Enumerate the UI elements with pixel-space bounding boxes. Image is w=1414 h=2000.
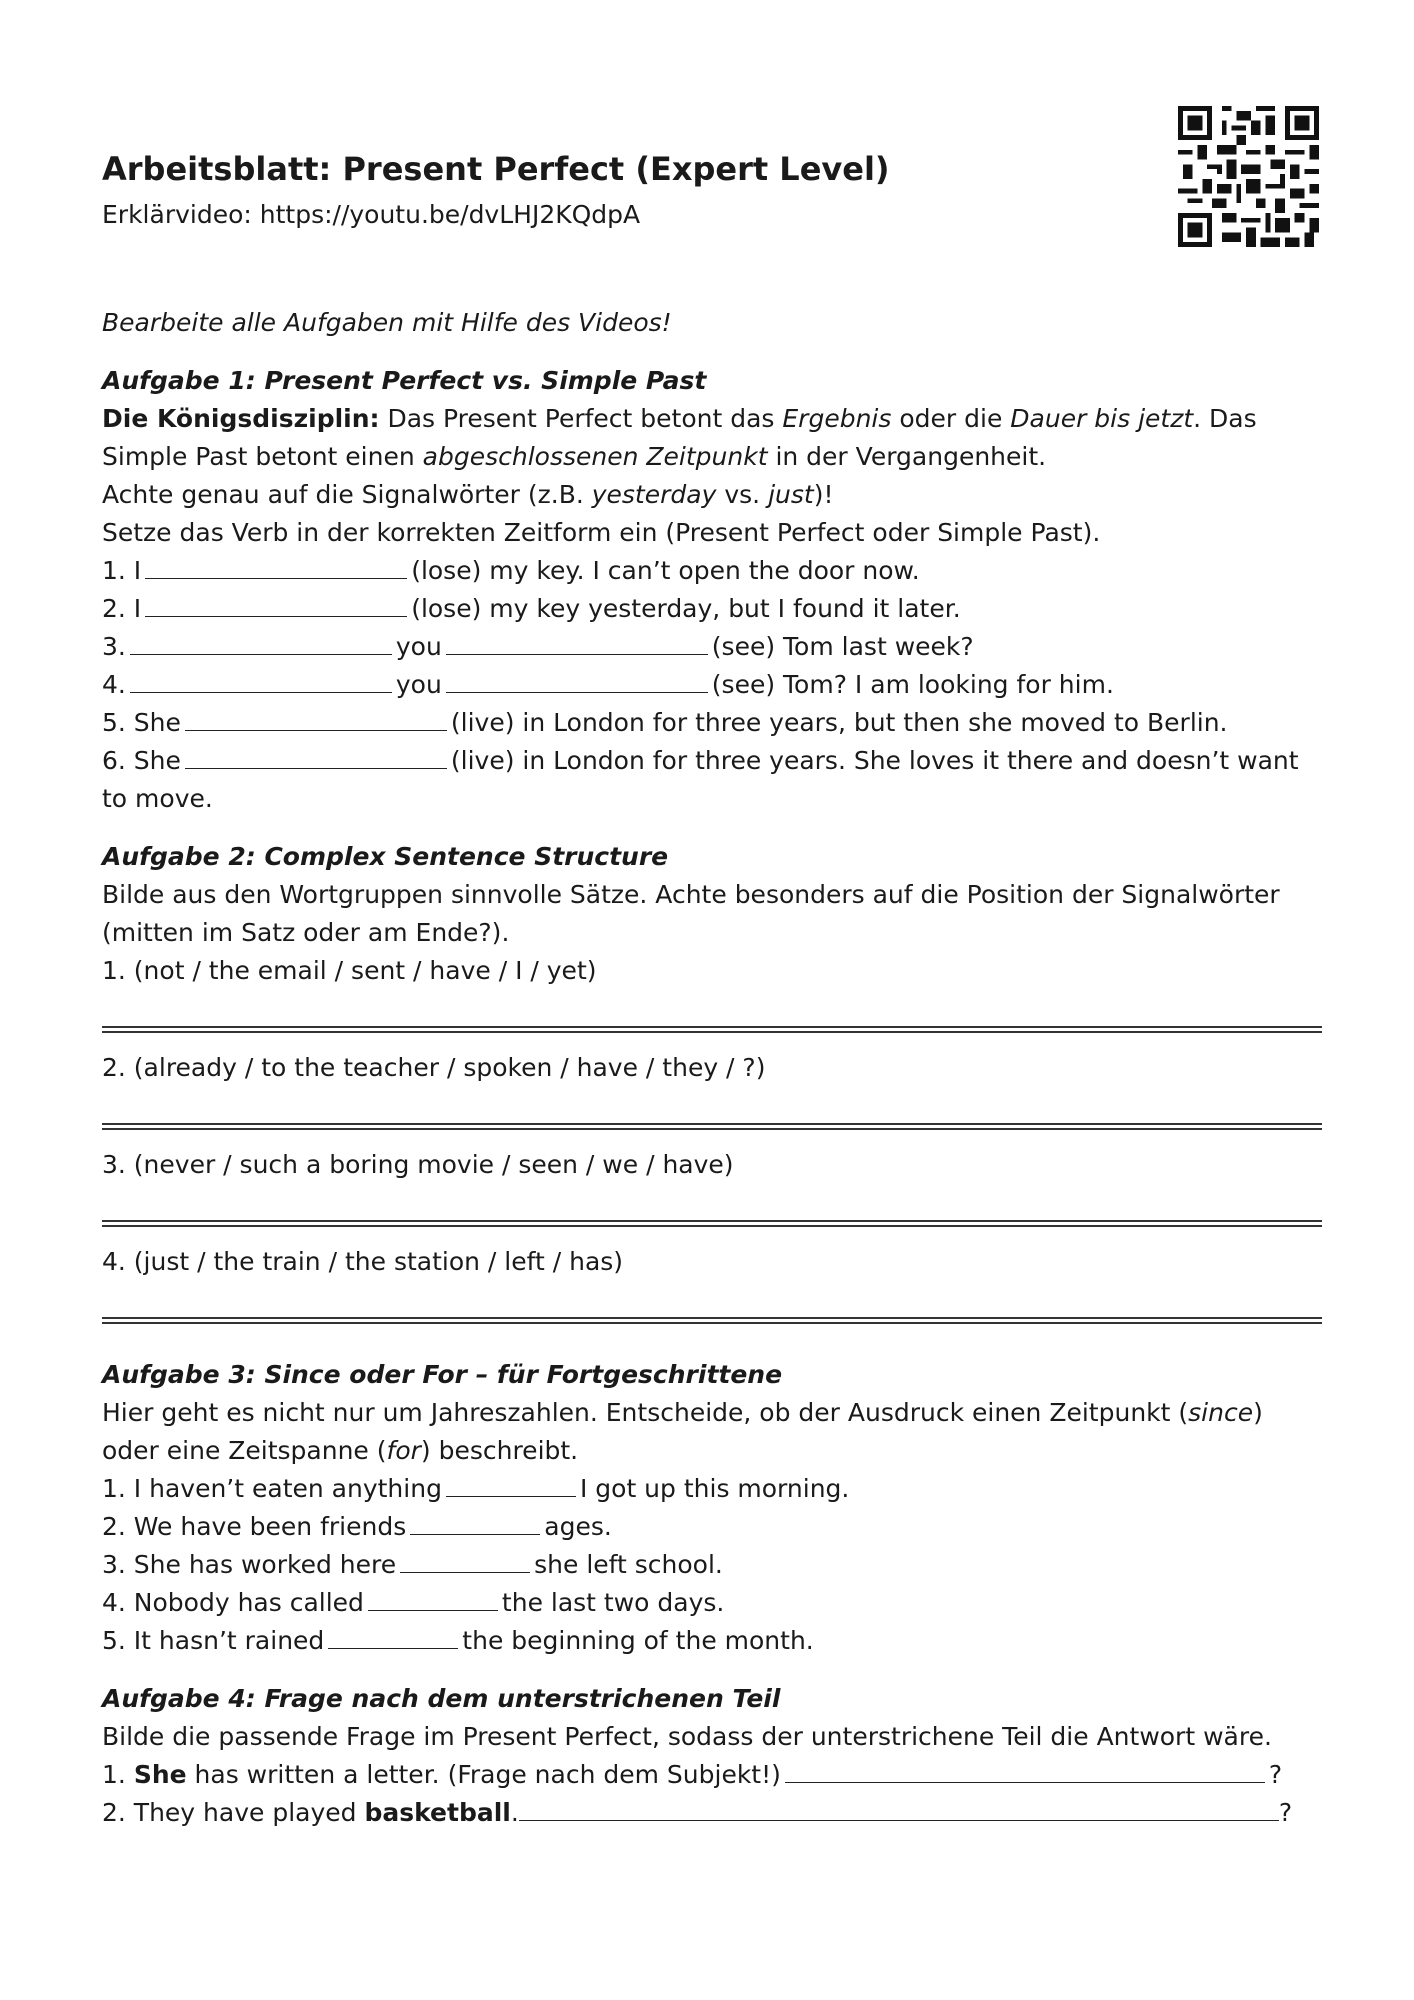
task3-instruction: Hier geht es nicht nur um Jahreszahlen. Entscheide, ob der Ausdruck einen Zeitpunkt (since) oder eine Zeitspanne (for) beschreibt.: [102, 1398, 1263, 1465]
list-item: 2. They have played basketball. ?: [102, 1798, 1293, 1827]
list-item: 3. She has worked here she left school.: [102, 1550, 723, 1579]
page-title: Arbeitsblatt: Present Perfect (Expert Level): [102, 150, 890, 188]
task2-heading: Aufgabe 2: Complex Sentence Structure: [102, 842, 669, 871]
task1-explanation: Die Königsdisziplin: Das Present Perfect betont das Ergebnis oder die Dauer bis jetzt. Das Simple Past betont einen abgeschlossenen Zeitpunkt in der Vergangenheit.: [102, 404, 1257, 471]
task4-heading: Aufgabe 4: Frage nach dem unterstrichenen Teil: [102, 1684, 781, 1713]
worksheet-content: [102, 304, 1322, 1832]
answer-blank[interactable]: [446, 1474, 576, 1497]
list-item: 1. She has written a letter. (Frage nach dem Subjekt!) ?: [102, 1760, 1283, 1789]
answer-blank[interactable]: [145, 556, 407, 579]
list-item: 3. (never / such a boring movie / seen / we / have): [102, 1150, 734, 1179]
video-link[interactable]: Erklärvideo: https://youtu.be/dvLHJ2KQdpA: [102, 200, 641, 229]
list-item: 1. (not / the email / sent / have / I / yet): [102, 956, 597, 985]
list-item: 2. I (lose) my key yesterday, but I found it later.: [102, 594, 961, 623]
answer-blank[interactable]: [519, 1798, 1279, 1821]
list-item: 2. We have been friends ages.: [102, 1512, 612, 1541]
task1-explain-bold: Die Königsdisziplin:: [102, 404, 380, 433]
answer-line[interactable]: [102, 1220, 1322, 1227]
intro-instruction: Bearbeite alle Aufgaben mit Hilfe des Videos!: [102, 308, 672, 337]
list-item: 5. It hasn’t rained the beginning of the month.: [102, 1626, 814, 1655]
answer-blank[interactable]: [785, 1760, 1265, 1783]
answer-blank[interactable]: [130, 670, 392, 693]
task2-instruction: Bilde aus den Wortgruppen sinnvolle Sätze. Achte besonders auf die Position der Signalwörter (mitten im Satz oder am Ende?).: [102, 880, 1280, 947]
answer-blank[interactable]: [368, 1588, 498, 1611]
list-item: 4. (just / the train / the station / left / has): [102, 1247, 624, 1276]
answer-blank[interactable]: [446, 670, 708, 693]
answer-blank[interactable]: [130, 632, 392, 655]
list-item: 1. I (lose) my key. I can’t open the door now.: [102, 556, 920, 585]
task3-heading: Aufgabe 3: Since oder For – für Fortgeschrittene: [102, 1360, 783, 1389]
qr-code-icon: [1178, 106, 1319, 247]
answer-blank[interactable]: [400, 1550, 530, 1573]
list-item: 4. Nobody has called the last two days.: [102, 1588, 725, 1617]
list-item: 2. (already / to the teacher / spoken / have / they / ?): [102, 1053, 766, 1082]
answer-line[interactable]: [102, 1317, 1322, 1324]
answer-blank[interactable]: [185, 746, 447, 769]
answer-blank[interactable]: [446, 632, 708, 655]
answer-line[interactable]: [102, 1123, 1322, 1130]
list-item: 4. you (see) Tom? I am looking for him.: [102, 670, 1114, 699]
list-item: 3. you (see) Tom last week?: [102, 632, 974, 661]
answer-blank[interactable]: [410, 1512, 540, 1535]
answer-blank[interactable]: [185, 708, 447, 731]
list-item: 1. I haven’t eaten anything I got up this morning.: [102, 1474, 850, 1503]
answer-blank[interactable]: [328, 1626, 458, 1649]
task1-heading: Aufgabe 1: Present Perfect vs. Simple Past: [102, 366, 707, 395]
task1-signal-hint: Achte genau auf die Signalwörter (z.B. yesterday vs. just)!: [102, 480, 834, 509]
answer-blank[interactable]: [145, 594, 407, 617]
list-item: 6. She (live) in London for three years. She loves it there and doesn’t want to move.: [102, 746, 1299, 813]
task4-instruction: Bilde die passende Frage im Present Perfect, sodass der unterstrichene Teil die Antwort wäre.: [102, 1722, 1272, 1751]
list-item: 5. She (live) in London for three years, but then she moved to Berlin.: [102, 708, 1228, 737]
task1-instruction: Setze das Verb in der korrekten Zeitform ein (Present Perfect oder Simple Past).: [102, 518, 1101, 547]
answer-line[interactable]: [102, 1026, 1322, 1033]
